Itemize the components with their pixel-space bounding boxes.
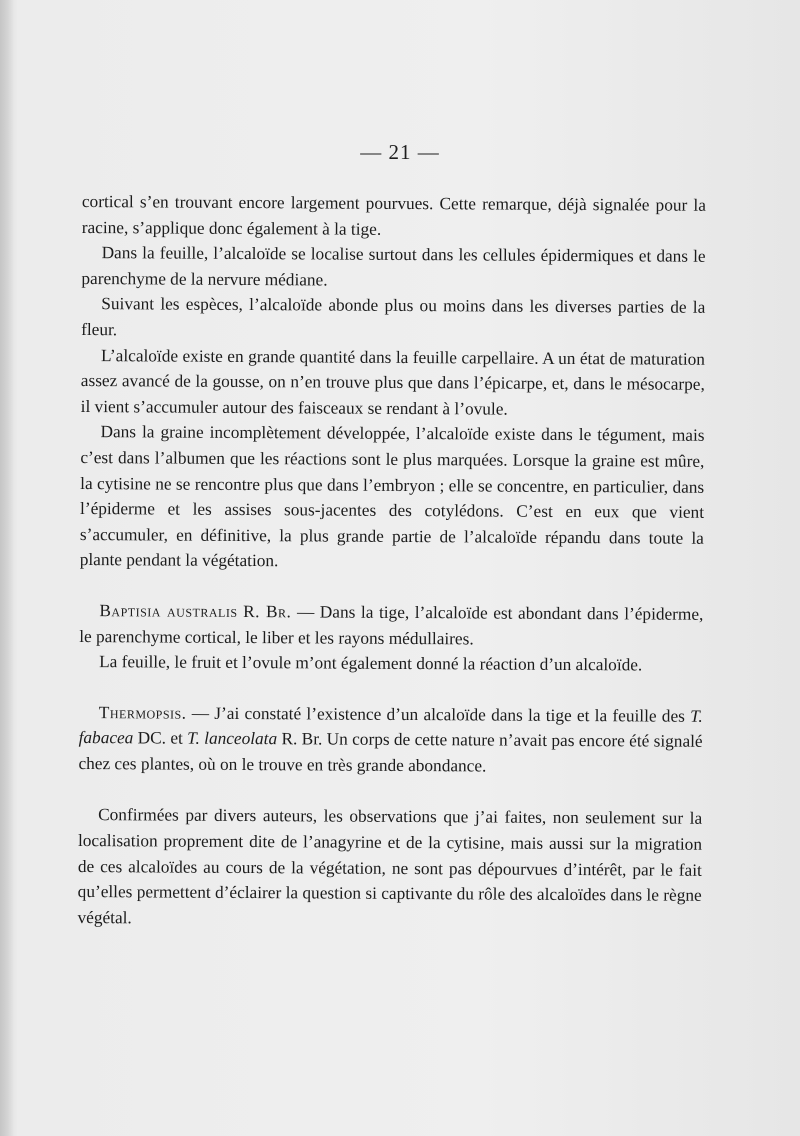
thermopsis-text-1: — J’ai constaté l’existence d’un alcaloïde dans la tige et la feuille des xyxy=(186,703,691,726)
body-text xyxy=(77,189,706,934)
conclusion-paragraph: Confirmées par divers auteurs, les observations que j’ai faites, non seulement sur la localisation proprement dite de l’anagyrine et de la cytisine, mais aussi sur la migration de ces alcaloïdes au cours de la végétation, ne sont pas dépourvues d’intérêt, par le fait qu’elles permettent d’éclairer la question si captivante du rôle des alcaloïdes dans le règne végétal. xyxy=(77,805,703,928)
paragraph-2: Dans la feuille, l’alcaloïde se localise surtout dans les cellules épidermiques et dans le parenchyme de la nervure médiane. xyxy=(81,243,706,290)
baptisia-author: R. Br. xyxy=(243,601,292,622)
paragraph-3: Suivant les espèces, l’alcaloïde abonde plus ou moins dans les diverses parties de la fleur. xyxy=(81,294,706,340)
paragraph-1: cortical s’en trouvant encore largement pourvues. Cette remarque, déjà signalée pour la racine, s’applique donc également à la tige. xyxy=(81,191,706,239)
paragraph-5: Dans la graine incomplètement développée, l’alcaloïde existe dans le tégument, mais c’est dans l’albumen que les réactions sont le plus marquées. Lorsque la graine est mûre, la cytisine ne se rencontre plus que dans l’embryon ; elle se concentre, en particulier, dans l’épiderme et les assises sous-jacentes des cotylédons. C’est en eux que vient s’accumuler, en définitive, la plus grande partie de l’alcaloïde répandu dans toute la plante pendant la végétation. xyxy=(79,422,705,571)
page-number: — 21 — xyxy=(360,140,440,164)
baptisia-name: Baptisia australis xyxy=(99,601,238,621)
baptisia-paragraph xyxy=(79,598,703,653)
thermopsis-name: Thermopsis. xyxy=(98,702,187,723)
paragraph-4: L’alcaloïde existe en grande quantité dans la feuille carpellaire. A un état de maturation assez avancé de la gousse, on n’en trouve plus que dans l’épicarpe, et, dans le mésocarpe, il vient s’accumuler autour des faisceaux se rendant à l’ovule. xyxy=(80,345,706,419)
section-gap xyxy=(80,573,704,602)
thermopsis-paragraph xyxy=(78,700,702,781)
section-gap xyxy=(78,776,702,806)
thermopsis-text-2: DC. et xyxy=(133,728,188,748)
thermopsis-species-2: T. lanceolata xyxy=(187,728,278,749)
baptisia-text: — Dans la tige, l’alcaloïde est abondant dans l’épiderme, le parenchyme cortical, le liber et les rayons médullaires. xyxy=(79,602,704,648)
thermopsis-species-1: T. fabacea xyxy=(78,706,703,748)
section-gap xyxy=(79,675,703,704)
thermopsis-text-3: R. Br. Un corps de cette nature n’avait pas encore été signalé chez ces plantes, où on le trouve en très grande abondance. xyxy=(78,729,703,776)
baptisia-second-paragraph: La feuille, le fruit et l’ovule m’ont également donné la réaction d’un alcaloïde. xyxy=(99,652,643,675)
